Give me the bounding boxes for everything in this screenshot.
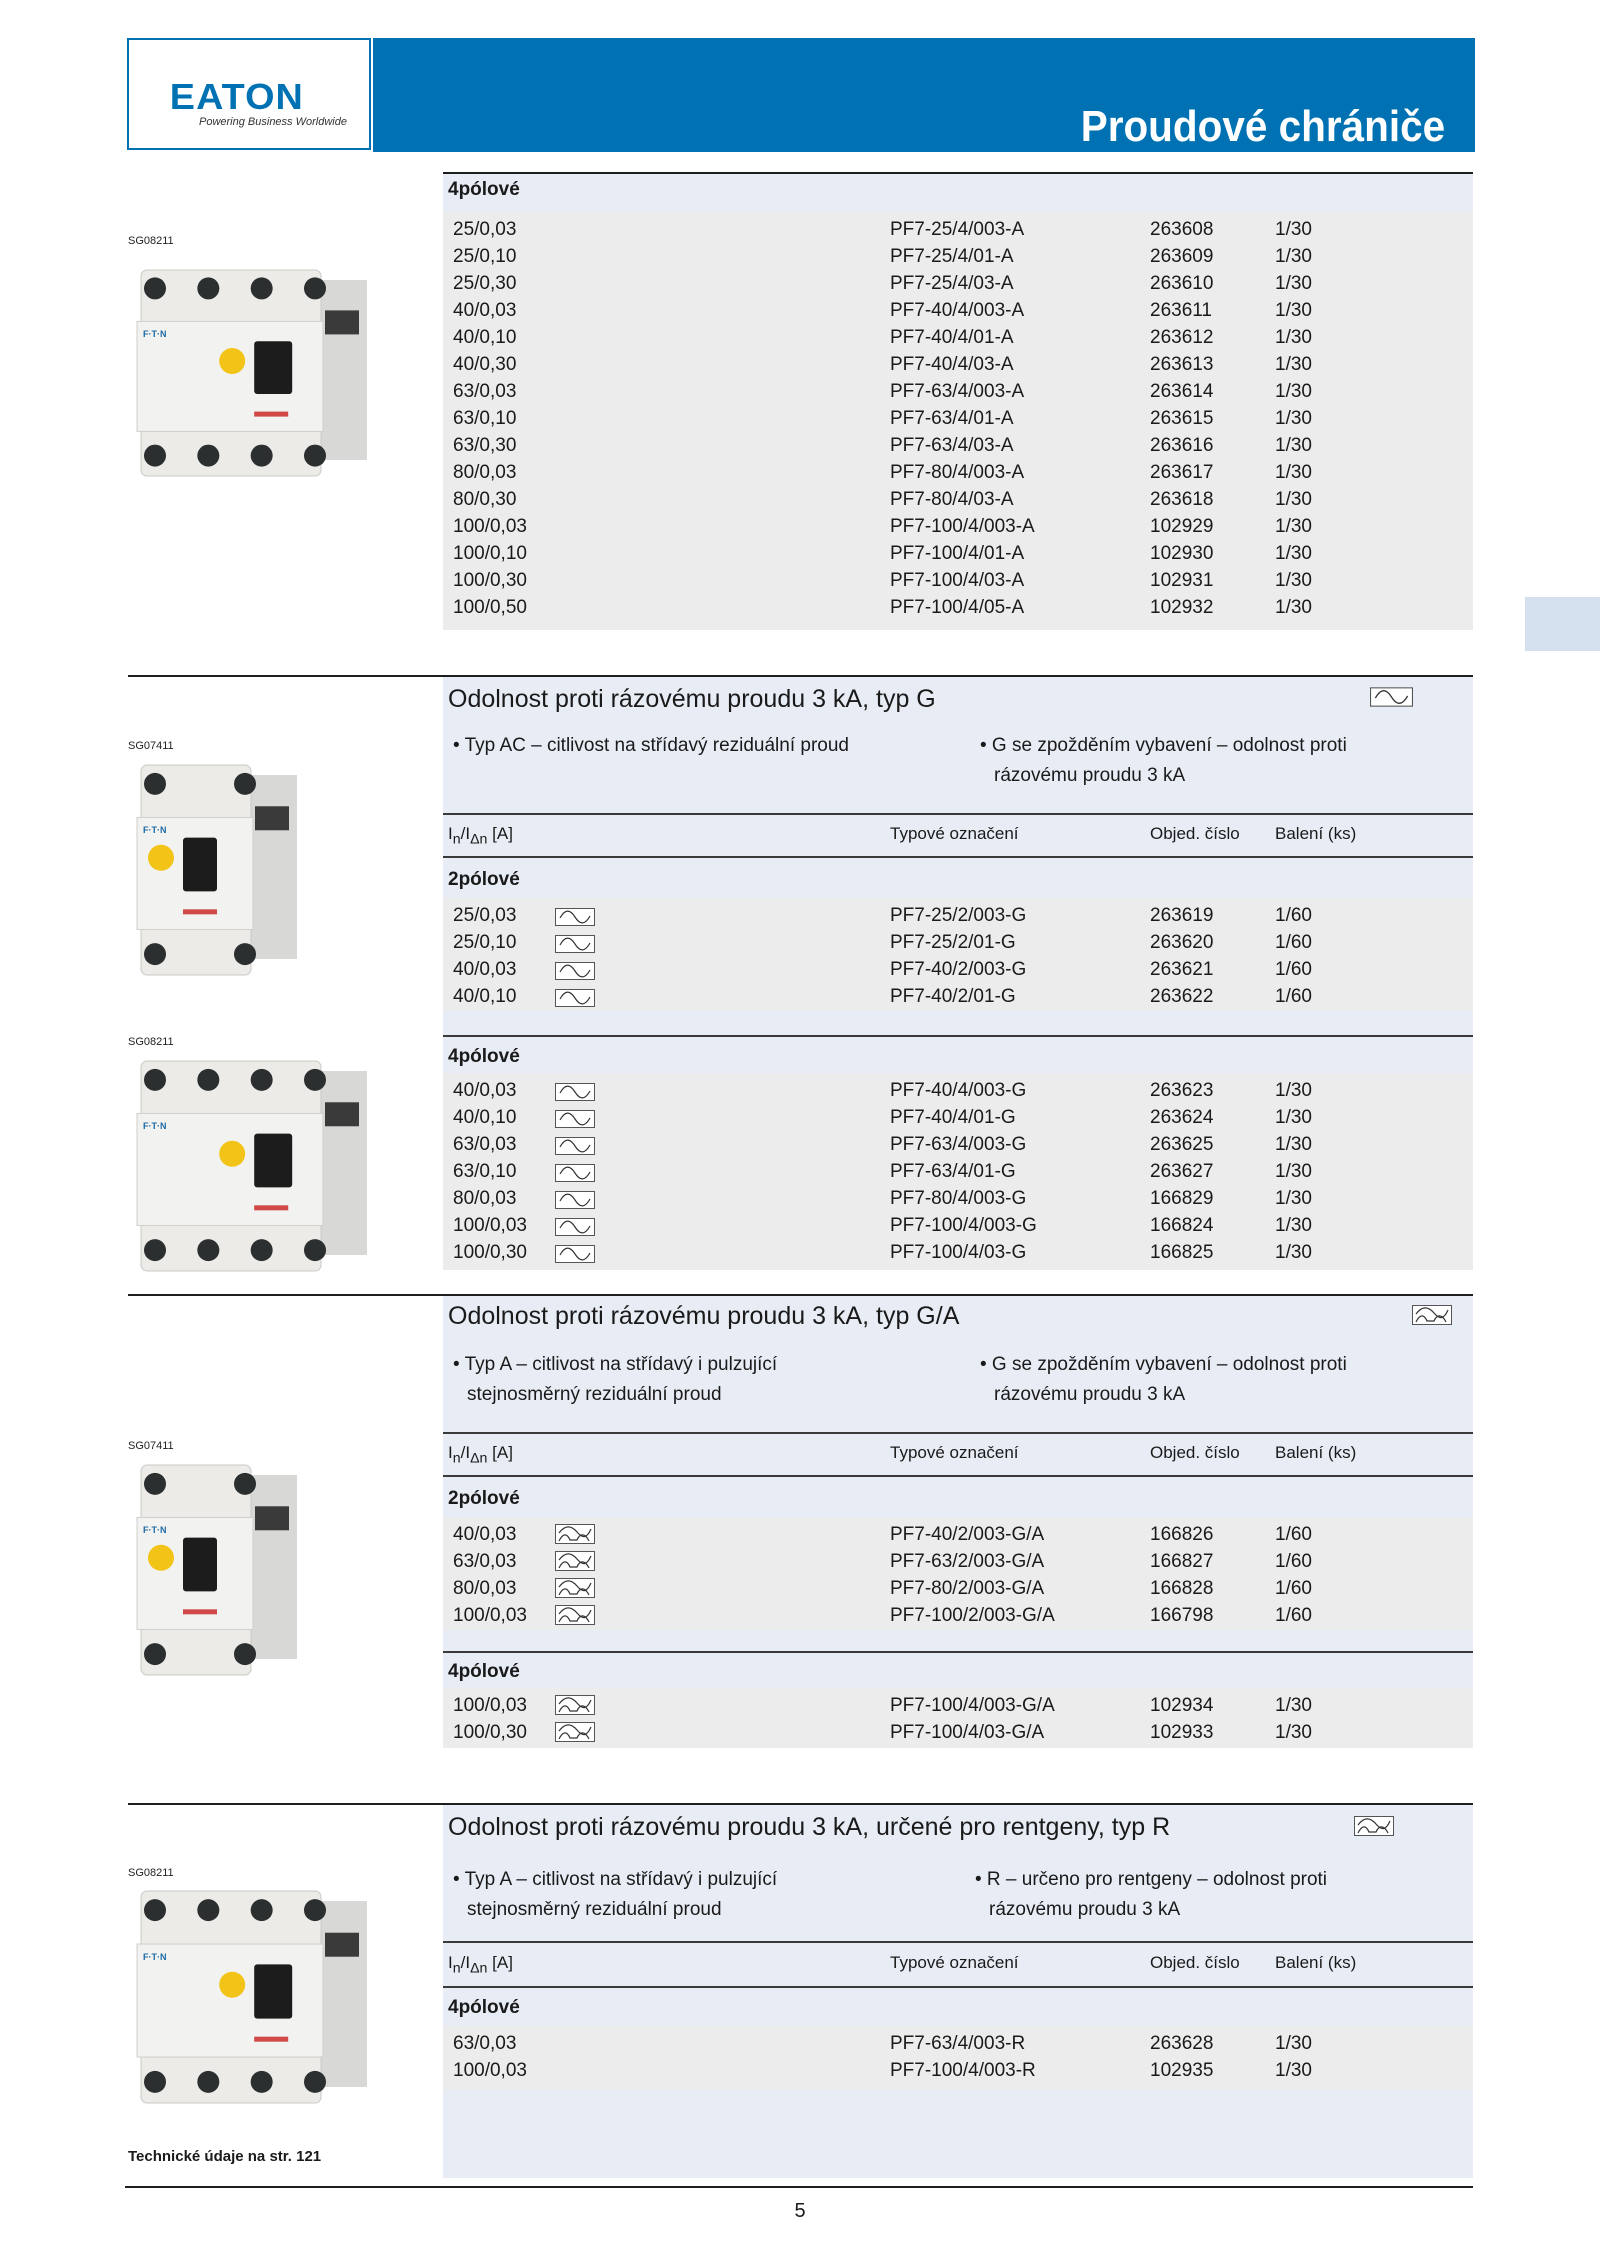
table-row <box>443 567 1473 594</box>
rating-cell: 100/0,03 <box>453 516 527 537</box>
logo-wordmark: EATON <box>169 76 304 117</box>
column-header-part: n <box>452 1960 461 1977</box>
table-row <box>443 1131 1473 1158</box>
pack-cell: 1/30 <box>1275 273 1312 294</box>
type-cell: PF7-63/4/003-R <box>890 2033 1026 2054</box>
type-cell: PF7-40/4/003-A <box>890 300 1025 321</box>
rating-cell: 100/0,30 <box>453 570 527 591</box>
table-row <box>443 1104 1473 1131</box>
feature-bullet: • Typ A – citlivost na střídavý i pulzující <box>453 1354 778 1375</box>
pack-cell: 1/30 <box>1275 1161 1312 1182</box>
type-cell: PF7-63/4/003-G <box>890 1134 1027 1155</box>
table-row <box>443 513 1473 540</box>
pack-cell: 1/30 <box>1275 354 1312 375</box>
svg-text:F·T·N: F·T·N <box>143 1525 167 1536</box>
column-header-type: Typové označení <box>890 824 1019 843</box>
type-cell: PF7-100/4/003-G <box>890 1215 1037 1236</box>
product-panel <box>443 1805 1473 2178</box>
table-row <box>443 1521 1473 1548</box>
pack-cell: 1/30 <box>1275 597 1312 618</box>
feature-bullet: rázovému proudu 3 kA <box>994 1384 1186 1405</box>
rating-cell: 25/0,10 <box>453 246 517 267</box>
svg-text:F·T·N: F·T·N <box>143 825 167 836</box>
type-cell: PF7-25/2/003-G <box>890 905 1027 926</box>
a-pulse-icon <box>1354 1816 1397 1838</box>
ac-sine-icon <box>555 1190 595 1208</box>
type-cell: PF7-25/4/03-A <box>890 273 1014 294</box>
ac-sine-icon <box>555 1217 595 1235</box>
type-cell: PF7-40/4/01-A <box>890 327 1014 348</box>
ac-sine-icon <box>555 961 595 979</box>
table-header-rule <box>443 1475 1473 1477</box>
rating-cell: 40/0,03 <box>453 1524 517 1545</box>
type-cell: PF7-40/4/03-A <box>890 354 1014 375</box>
order-number-cell: 102935 <box>1150 2060 1214 2081</box>
group-label: 4pólové <box>448 1661 520 1682</box>
type-cell: PF7-80/2/003-G/A <box>890 1578 1045 1599</box>
pack-cell: 1/60 <box>1275 986 1312 1007</box>
pack-cell: 1/30 <box>1275 246 1312 267</box>
table-header-rule <box>443 1986 1473 1988</box>
rating-cell: 100/0,03 <box>453 1695 527 1716</box>
order-number-cell: 263616 <box>1150 435 1214 456</box>
table-row <box>443 297 1473 324</box>
order-number-cell: 263614 <box>1150 381 1214 402</box>
side-tab-marker <box>1525 597 1600 651</box>
pack-cell: 1/30 <box>1275 1188 1312 1209</box>
pack-cell: 1/60 <box>1275 1578 1312 1599</box>
column-header-part: /I <box>460 824 471 843</box>
table-row <box>443 432 1473 459</box>
table-row <box>443 351 1473 378</box>
svg-text:F·T·N: F·T·N <box>143 328 167 339</box>
order-number-cell: 263625 <box>1150 1134 1214 1155</box>
order-number-cell: 263611 <box>1150 300 1212 321</box>
group-rule <box>443 1651 1473 1653</box>
type-cell: PF7-100/4/03-G/A <box>890 1722 1045 1743</box>
rating-cell: 25/0,03 <box>453 219 517 240</box>
section-rule <box>128 675 1473 677</box>
order-number-cell: 166827 <box>1150 1551 1214 1572</box>
rcd-device-photo <box>133 1883 369 2109</box>
table-row <box>443 1719 1473 1746</box>
table-row <box>443 405 1473 432</box>
pack-cell: 1/30 <box>1275 1695 1312 1716</box>
order-number-cell: 263628 <box>1150 2033 1214 2054</box>
table-row <box>443 2030 1473 2057</box>
pack-cell: 1/30 <box>1275 435 1312 456</box>
rating-cell: 80/0,03 <box>453 1578 517 1599</box>
type-cell: PF7-40/2/003-G/A <box>890 1524 1045 1545</box>
table-row <box>443 902 1473 929</box>
type-cell: PF7-40/4/003-G <box>890 1080 1027 1101</box>
a-pulse-icon <box>555 1524 595 1544</box>
table-header-rule <box>443 1941 1473 1943</box>
order-number-cell: 166825 <box>1150 1242 1214 1263</box>
type-cell: PF7-63/4/003-A <box>890 381 1025 402</box>
order-number-cell: 102930 <box>1150 543 1214 564</box>
ac-sine-icon <box>555 1244 595 1262</box>
type-cell: PF7-100/2/003-G/A <box>890 1605 1055 1626</box>
order-number-cell: 263613 <box>1150 354 1214 375</box>
type-cell: PF7-100/4/03-A <box>890 570 1025 591</box>
rating-cell: 80/0,03 <box>453 1188 517 1209</box>
feature-bullet: rázovému proudu 3 kA <box>994 765 1186 786</box>
group-label: 4pólové <box>448 1046 520 1067</box>
rating-cell: 100/0,10 <box>453 543 527 564</box>
order-number-cell: 263610 <box>1150 273 1214 294</box>
table-row <box>443 1602 1473 1629</box>
footer-rule <box>125 2186 1473 2188</box>
rating-cell: 63/0,03 <box>453 1551 517 1572</box>
page-number: 5 <box>794 2200 806 2222</box>
pack-cell: 1/30 <box>1275 327 1312 348</box>
column-header-part: I <box>448 824 453 843</box>
image-code-label: SG08211 <box>128 1036 174 1048</box>
rating-cell: 25/0,03 <box>453 905 517 926</box>
product-table <box>443 1073 1473 1270</box>
pack-cell: 1/60 <box>1275 959 1312 980</box>
a-pulse-icon <box>555 1578 595 1598</box>
column-header-part: Δn <box>470 1450 488 1467</box>
svg-text:F·T·N: F·T·N <box>143 1951 167 1962</box>
section-rule <box>443 172 1473 174</box>
order-number-cell: 263618 <box>1150 489 1214 510</box>
ac-sine-icon <box>555 988 595 1006</box>
order-number-cell: 263620 <box>1150 932 1214 953</box>
a-pulse-icon <box>1412 1305 1455 1327</box>
order-number-cell: 263627 <box>1150 1161 1214 1182</box>
group-label: 4pólové <box>448 1997 520 2018</box>
table-header-rule <box>443 856 1473 858</box>
table-row <box>443 2057 1473 2084</box>
column-header-rating <box>448 824 513 847</box>
pack-cell: 1/30 <box>1275 1107 1312 1128</box>
rating-cell: 40/0,03 <box>453 1080 517 1101</box>
rating-cell: 80/0,03 <box>453 462 517 483</box>
column-header-part: I <box>448 1443 453 1462</box>
type-cell: PF7-25/4/01-A <box>890 246 1014 267</box>
table-row <box>443 378 1473 405</box>
rcd-device-photo <box>133 757 299 981</box>
column-header-order: Objed. číslo <box>1150 824 1240 843</box>
table-row <box>443 1077 1473 1104</box>
eaton-logo <box>127 38 371 150</box>
column-header-pack: Balení (ks) <box>1275 1443 1357 1462</box>
ac-sine-icon <box>555 1136 595 1154</box>
pack-cell: 1/30 <box>1275 219 1312 240</box>
a-pulse-icon <box>555 1551 595 1571</box>
image-code-label: SG07411 <box>128 1440 174 1452</box>
table-row <box>443 486 1473 513</box>
order-number-cell: 102931 <box>1150 570 1214 591</box>
type-cell: PF7-40/4/01-G <box>890 1107 1016 1128</box>
ac-sine-icon <box>555 1082 595 1100</box>
column-header-part: /I <box>460 1443 471 1462</box>
type-cell: PF7-80/4/003-G <box>890 1188 1027 1209</box>
feature-bullet: • G se zpožděním vybavení – odolnost proti <box>980 735 1347 756</box>
column-header-part: Δn <box>470 1960 488 1977</box>
order-number-cell: 166824 <box>1150 1215 1214 1236</box>
type-cell: PF7-100/4/003-R <box>890 2060 1036 2081</box>
order-number-cell: 263624 <box>1150 1107 1214 1128</box>
product-table <box>443 898 1473 1011</box>
type-cell: PF7-100/4/003-A <box>890 516 1035 537</box>
order-number-cell: 263617 <box>1150 462 1214 483</box>
table-row <box>443 1239 1473 1266</box>
order-number-cell: 263623 <box>1150 1080 1214 1101</box>
column-header-pack: Balení (ks) <box>1275 824 1357 843</box>
rating-cell: 80/0,30 <box>453 489 517 510</box>
rating-cell: 40/0,10 <box>453 1107 517 1128</box>
type-cell: PF7-63/4/01-A <box>890 408 1014 429</box>
rcd-device-photo <box>133 1457 299 1681</box>
product-table <box>443 2026 1473 2090</box>
table-row <box>443 983 1473 1010</box>
order-number-cell: 166798 <box>1150 1605 1214 1626</box>
type-cell: PF7-80/4/03-A <box>890 489 1014 510</box>
section-title: Odolnost proti rázovému proudu 3 kA, určené pro rentgeny, typ R <box>448 1813 1171 1841</box>
feature-bullet: • Typ AC – citlivost na střídavý reziduální proud <box>453 735 849 756</box>
pack-cell: 1/60 <box>1275 1551 1312 1572</box>
rcd-device-photo <box>133 262 369 482</box>
order-number-cell: 166826 <box>1150 1524 1214 1545</box>
section-rule <box>128 1803 1473 1805</box>
table-row <box>443 956 1473 983</box>
rating-cell: 63/0,03 <box>453 1134 517 1155</box>
pack-cell: 1/30 <box>1275 1134 1312 1155</box>
pack-cell: 1/30 <box>1275 1242 1312 1263</box>
table-row <box>443 324 1473 351</box>
feature-bullet: • R – určeno pro rentgeny – odolnost proti <box>975 1869 1328 1890</box>
pack-cell: 1/60 <box>1275 1524 1312 1545</box>
image-code-label: SG08211 <box>128 1867 174 1879</box>
svg-text:F·T·N: F·T·N <box>143 1121 167 1132</box>
rcd-device-photo <box>133 1053 369 1277</box>
rating-cell: 40/0,10 <box>453 327 517 348</box>
column-header-rating <box>448 1953 513 1976</box>
pack-cell: 1/30 <box>1275 2060 1312 2081</box>
rating-cell: 100/0,03 <box>453 1215 527 1236</box>
pack-cell: 1/30 <box>1275 489 1312 510</box>
pack-cell: 1/30 <box>1275 543 1312 564</box>
ac-sine-icon <box>555 907 595 925</box>
pack-cell: 1/30 <box>1275 570 1312 591</box>
rating-cell: 63/0,30 <box>453 435 517 456</box>
order-number-cell: 102932 <box>1150 597 1214 618</box>
tech-data-note: Technické údaje na str. 121 <box>128 2148 322 2165</box>
type-cell: PF7-25/4/003-A <box>890 219 1025 240</box>
column-header-part: /I <box>460 1953 471 1972</box>
pack-cell: 1/30 <box>1275 516 1312 537</box>
rating-cell: 63/0,10 <box>453 1161 517 1182</box>
type-cell: PF7-100/4/003-G/A <box>890 1695 1055 1716</box>
ac-sine-icon <box>555 1163 595 1181</box>
table-header-rule <box>443 813 1473 815</box>
rating-cell: 100/0,30 <box>453 1242 527 1263</box>
rating-cell: 40/0,03 <box>453 300 517 321</box>
order-number-cell: 102934 <box>1150 1695 1214 1716</box>
pack-cell: 1/30 <box>1275 2033 1312 2054</box>
order-number-cell: 102933 <box>1150 1722 1214 1743</box>
column-header-pack: Balení (ks) <box>1275 1953 1357 1972</box>
table-row <box>443 929 1473 956</box>
type-cell: PF7-63/4/01-G <box>890 1161 1016 1182</box>
column-header-type: Typové označení <box>890 1443 1019 1462</box>
column-header-part: n <box>452 1450 461 1467</box>
column-header-part: I <box>448 1953 453 1972</box>
table-row <box>443 1158 1473 1185</box>
a-pulse-icon <box>555 1722 595 1742</box>
rating-cell: 25/0,10 <box>453 932 517 953</box>
pack-cell: 1/30 <box>1275 408 1312 429</box>
type-cell: PF7-100/4/05-A <box>890 597 1025 618</box>
section-title: Odolnost proti rázovému proudu 3 kA, typ G <box>448 685 936 713</box>
table-row <box>443 1185 1473 1212</box>
order-number-cell: 263619 <box>1150 905 1214 926</box>
table-row <box>443 1548 1473 1575</box>
image-code-label: SG08211 <box>128 235 174 247</box>
product-table <box>443 1688 1473 1748</box>
feature-bullet: stejnosměrný reziduální proud <box>467 1899 722 1920</box>
product-table <box>443 1517 1473 1630</box>
feature-bullet: stejnosměrný reziduální proud <box>467 1384 722 1405</box>
pack-cell: 1/30 <box>1275 462 1312 483</box>
section-rule <box>128 1294 1473 1296</box>
feature-bullet: • G se zpožděním vybavení – odolnost proti <box>980 1354 1347 1375</box>
rating-cell: 40/0,10 <box>453 986 517 1007</box>
table-row <box>443 1575 1473 1602</box>
order-number-cell: 102929 <box>1150 516 1214 537</box>
order-number-cell: 263621 <box>1150 959 1214 980</box>
rating-cell: 40/0,30 <box>453 354 517 375</box>
table-row <box>443 1692 1473 1719</box>
type-cell: PF7-25/2/01-G <box>890 932 1016 953</box>
order-number-cell: 166829 <box>1150 1188 1214 1209</box>
column-header-part: Δn <box>470 831 488 848</box>
column-header-type: Typové označení <box>890 1953 1019 1972</box>
table-row <box>443 1212 1473 1239</box>
table-header-rule <box>443 1432 1473 1434</box>
table-row <box>443 216 1473 243</box>
pack-cell: 1/60 <box>1275 905 1312 926</box>
group-label: 4pólové <box>448 179 520 200</box>
table-row <box>443 540 1473 567</box>
logo-tagline: Powering Business Worldwide <box>199 116 347 128</box>
order-number-cell: 263615 <box>1150 408 1214 429</box>
table-row <box>443 243 1473 270</box>
rating-cell: 100/0,50 <box>453 597 527 618</box>
order-number-cell: 263609 <box>1150 246 1214 267</box>
a-pulse-icon <box>555 1695 595 1715</box>
rating-cell: 100/0,03 <box>453 2060 527 2081</box>
pack-cell: 1/30 <box>1275 1215 1312 1236</box>
rating-cell: 100/0,03 <box>453 1605 527 1626</box>
pack-cell: 1/30 <box>1275 1722 1312 1743</box>
type-cell: PF7-80/4/003-A <box>890 462 1025 483</box>
group-rule <box>443 1035 1473 1037</box>
column-header-order: Objed. číslo <box>1150 1953 1240 1972</box>
ac-sine-icon <box>1370 686 1413 708</box>
column-header-part: [A] <box>487 1953 513 1972</box>
type-cell: PF7-40/2/003-G <box>890 959 1027 980</box>
type-cell: PF7-63/2/003-G/A <box>890 1551 1045 1572</box>
rating-cell: 63/0,03 <box>453 381 517 402</box>
pack-cell: 1/60 <box>1275 1605 1312 1626</box>
table-row <box>443 270 1473 297</box>
type-cell: PF7-100/4/01-A <box>890 543 1025 564</box>
pack-cell: 1/30 <box>1275 300 1312 321</box>
order-number-cell: 263612 <box>1150 327 1214 348</box>
rating-cell: 63/0,03 <box>453 2033 517 2054</box>
type-cell: PF7-40/2/01-G <box>890 986 1016 1007</box>
pack-cell: 1/30 <box>1275 381 1312 402</box>
column-header-rating <box>448 1443 513 1466</box>
section-title: Odolnost proti rázovému proudu 3 kA, typ G/A <box>448 1302 960 1330</box>
header-bar <box>373 38 1475 152</box>
group-label: 2pólové <box>448 869 520 890</box>
ac-sine-icon <box>555 1109 595 1127</box>
order-number-cell: 263608 <box>1150 219 1214 240</box>
table-row <box>443 594 1473 621</box>
pack-cell: 1/30 <box>1275 1080 1312 1101</box>
column-header-part: [A] <box>487 1443 513 1462</box>
page-title: Proudové chrániče <box>1080 102 1445 151</box>
ac-sine-icon <box>555 934 595 952</box>
column-header-order: Objed. číslo <box>1150 1443 1240 1462</box>
table-row <box>443 459 1473 486</box>
a-pulse-icon <box>555 1605 595 1625</box>
type-cell: PF7-63/4/03-A <box>890 435 1014 456</box>
image-code-label: SG07411 <box>128 740 174 752</box>
rating-cell: 100/0,30 <box>453 1722 527 1743</box>
order-number-cell: 166828 <box>1150 1578 1214 1599</box>
feature-bullet: • Typ A – citlivost na střídavý i pulzující <box>453 1869 778 1890</box>
column-header-part: [A] <box>487 824 513 843</box>
feature-bullet: rázovému proudu 3 kA <box>989 1899 1181 1920</box>
pack-cell: 1/60 <box>1275 932 1312 953</box>
product-table <box>443 212 1473 630</box>
order-number-cell: 263622 <box>1150 986 1214 1007</box>
rating-cell: 63/0,10 <box>453 408 517 429</box>
group-label: 2pólové <box>448 1488 520 1509</box>
rating-cell: 25/0,30 <box>453 273 517 294</box>
column-header-part: n <box>452 831 461 848</box>
type-cell: PF7-100/4/03-G <box>890 1242 1027 1263</box>
rating-cell: 40/0,03 <box>453 959 517 980</box>
